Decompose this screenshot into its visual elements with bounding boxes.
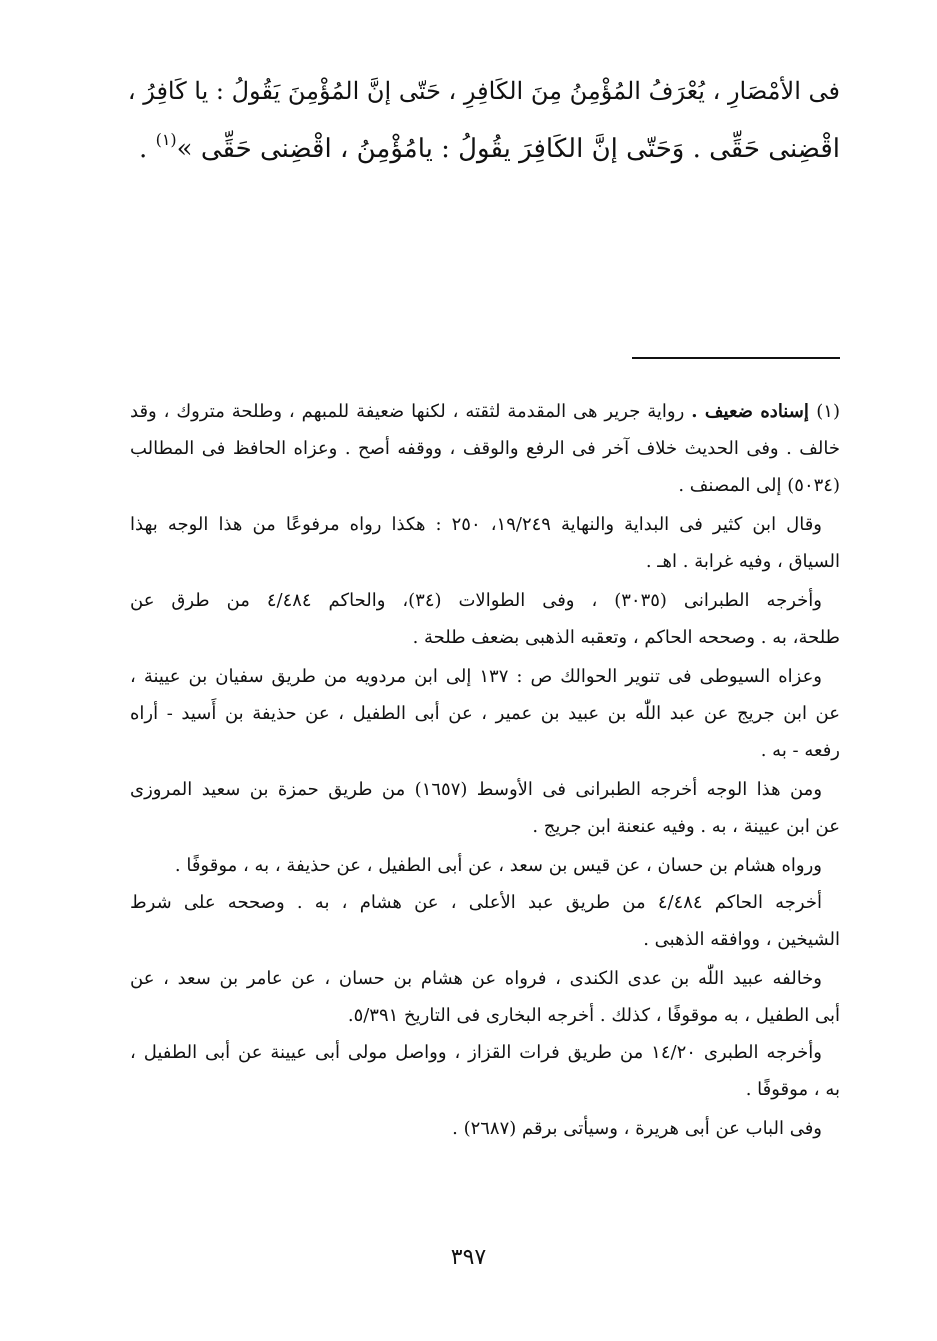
- footnote-line: الشيخين ، ووافقه الذهبى .: [643, 929, 840, 950]
- footnote-line: (٥٠٣٤) إلى المصنف .: [678, 475, 840, 496]
- page-number: ٣٩٧: [450, 1245, 487, 1270]
- footnote-line: رفعه - به .: [760, 740, 840, 761]
- footnote-line: به ، موقوفًا .: [745, 1079, 840, 1100]
- footnote-separator: [632, 357, 840, 359]
- footnote-line: طلحة، به . وصححه الحاكم ، وتعقبه الذهبى بضعف طلحة .: [412, 627, 840, 648]
- footnote-paragraph-6: [130, 847, 840, 884]
- footnote-marker: (١): [816, 401, 840, 422]
- footnote-line: وأخرجه الطبرى ١٤/٢٠ من طريق فرات القزاز ، وواصل مولى أبى عيينة عن أبى الطفيل ،: [130, 1042, 822, 1063]
- main-text-line-2-body: اقْضِنى حَقِّى . وَحَتّى إنَّ الكَافِرَ يقُولُ : يامُؤْمِنُ ، اقْضِنى حَقِّى »: [176, 134, 840, 164]
- footnote-line: [130, 393, 840, 430]
- footnote-line: السياق ، وفيه غرابة . اهـ .: [645, 551, 840, 572]
- main-text-line-2-end: .: [139, 134, 156, 164]
- footnote-line: عن ابن عيينة ، به . وفيه عنعنة ابن جريج .: [532, 816, 840, 837]
- footnote-paragraph-2: [130, 506, 840, 580]
- footnote-line: ورواه هشام بن حسان ، عن قيس بن سعد ، عن أبى الطفيل ، عن حذيفة ، به ، موقوفًا .: [174, 855, 822, 876]
- footnote-line: عن ابن جريج عن عبد اللّٰه بن عبيد بن عمير ، عن أبى الطفيل ، عن حذيفة بن أَسيد - أراه: [130, 703, 840, 724]
- footnote-paragraph-4: [130, 658, 840, 769]
- footnote-line: وفى الباب عن أبى هريرة ، وسيأتى برقم (٢٦٨٧) .: [452, 1118, 822, 1139]
- footnote-paragraph-8: [130, 960, 840, 1034]
- footnote-line: أبى الطفيل ، به موقوفًا ، كذلك . أخرجه البخارى فى التاريخ ٥/٣٩١.: [347, 1005, 840, 1026]
- footnote-line: وخالفه عبيد اللّٰه بن عدى الكندى ، فرواه عن هشام بن حسان ، عن عامر بن سعد ، عن: [130, 968, 822, 989]
- footnote-line-rest: رواية جرير هى المقدمة لثقته ، لكنها ضعيفة للمبهم ، وطلحة متروك ، وقد: [130, 401, 692, 422]
- main-text-line-1: فى الأمْصَارِ ، يُعْرَفُ المُؤْمِنُ مِنَ الكَافِرِ ، حَتّى إنَّ المُؤْمِنَ يَقُولُ : يا كَافِرُ ،: [127, 77, 840, 105]
- footnote-line: خالف . وفى الحديث خلاف آخر فى الرفع والوقف ، ووقفه أصح . وعزاه الحافظ فى المطالب: [130, 438, 840, 459]
- footnote-line: أخرجه الحاكم ٤/٤٨٤ من طريق عبد الأعلى ، عن هشام ، به . وصححه على شرط: [130, 892, 822, 913]
- main-text-line-2: [128, 120, 840, 178]
- footnote-line: وأخرجه الطبرانى (٣٠٣٥) ، وفى الطوالات (٣٤)، والحاكم ٤/٤٨٤ من طرق عن: [130, 590, 822, 611]
- footnote-paragraph-1: [130, 393, 840, 504]
- footnote-reference: (١): [155, 130, 177, 149]
- footnote-paragraph-7: [130, 884, 840, 958]
- footnote-line: وقال ابن كثير فى البداية والنهاية ١٩/٢٤٩، ٢٥٠ : هكذا رواه مرفوعًا من هذا الوجه بهذا: [130, 514, 823, 535]
- main-text: [128, 62, 840, 178]
- footnote-paragraph-10: [130, 1110, 840, 1147]
- footnote-line: وعزاه السيوطى فى تنوير الحوالك ص : ١٣٧ إلى ابن مردويه من طريق سفيان بن عيينة ،: [130, 666, 822, 687]
- footnote-line: ومن هذا الوجه أخرجه الطبرانى فى الأوسط (١٦٥٧) من طريق حمزة بن سعيد المروزى: [130, 779, 823, 800]
- footnote-paragraph-3: [130, 582, 840, 656]
- footnote-paragraph-9: [130, 1034, 840, 1108]
- footnote-paragraph-5: [130, 771, 840, 845]
- footnotes: [130, 393, 840, 1147]
- footnote-verdict: إسناده ضعيف .: [691, 401, 817, 422]
